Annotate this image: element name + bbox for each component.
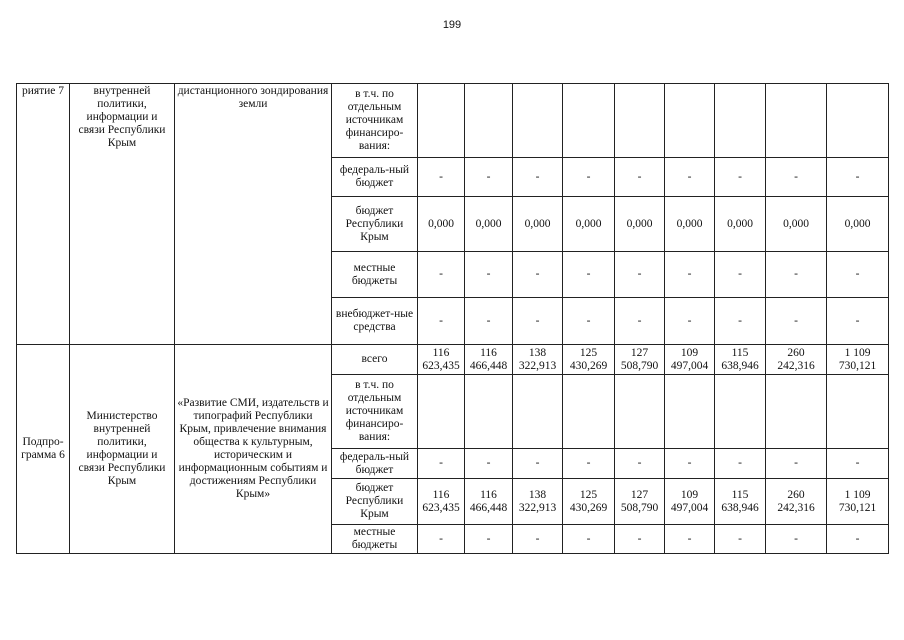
- value-cell: -: [615, 158, 665, 197]
- value-cell: -: [665, 298, 715, 345]
- value-cell: [465, 375, 513, 449]
- value-cell: -: [766, 449, 827, 479]
- value-cell: -: [715, 252, 766, 298]
- value-cell: 127 508,790: [615, 479, 665, 525]
- value-cell: -: [563, 252, 615, 298]
- value-cell: [465, 84, 513, 158]
- value-cell: 0,000: [715, 197, 766, 252]
- value-cell: -: [766, 298, 827, 345]
- value-cell: -: [665, 449, 715, 479]
- value-cell: [563, 84, 615, 158]
- value-cell: 116 623,435: [418, 345, 465, 375]
- header-cell-col1: риятие 7: [17, 84, 70, 345]
- value-cell: 0,000: [513, 197, 563, 252]
- value-cell: -: [513, 298, 563, 345]
- value-cell: 138 322,913: [513, 345, 563, 375]
- value-cell: 0,000: [465, 197, 513, 252]
- value-cell: -: [563, 298, 615, 345]
- value-cell: 116 623,435: [418, 479, 465, 525]
- value-cell: 127 508,790: [615, 345, 665, 375]
- value-cell: -: [465, 158, 513, 197]
- value-cell: 115 638,946: [715, 345, 766, 375]
- header-cell-col3: «Развитие СМИ, издательств и типографий Республики Крым, привлечение внимания общества к культурным, историческим и информационным событиям и достижениям Республики Крым»: [175, 345, 332, 554]
- value-cell: -: [766, 252, 827, 298]
- value-cell: -: [827, 298, 889, 345]
- value-cell: [766, 375, 827, 449]
- value-cell: -: [465, 252, 513, 298]
- row-label: внебюджет-ные средства: [332, 298, 418, 345]
- value-cell: -: [465, 525, 513, 554]
- value-cell: 260 242,316: [766, 479, 827, 525]
- value-cell: -: [766, 158, 827, 197]
- value-cell: [615, 84, 665, 158]
- value-cell: -: [615, 449, 665, 479]
- value-cell: -: [615, 298, 665, 345]
- budget-table: [16, 83, 889, 554]
- row-label: бюджет Республики Крым: [332, 479, 418, 525]
- value-cell: -: [513, 252, 563, 298]
- page-number: 199: [442, 19, 462, 31]
- value-cell: [665, 84, 715, 158]
- value-cell: 0,000: [827, 197, 889, 252]
- header-cell-col3: дистанционного зондирования земли: [175, 84, 332, 345]
- value-cell: -: [418, 298, 465, 345]
- value-cell: -: [418, 158, 465, 197]
- value-cell: 0,000: [615, 197, 665, 252]
- value-cell: -: [513, 158, 563, 197]
- row-label: всего: [332, 345, 418, 375]
- value-cell: 0,000: [665, 197, 715, 252]
- value-cell: -: [665, 158, 715, 197]
- value-cell: 125 430,269: [563, 345, 615, 375]
- row-label: федераль-ный бюджет: [332, 449, 418, 479]
- table-row: [17, 345, 889, 375]
- value-cell: -: [715, 525, 766, 554]
- value-cell: 0,000: [418, 197, 465, 252]
- value-cell: -: [827, 449, 889, 479]
- value-cell: [418, 84, 465, 158]
- value-cell: 109 497,004: [665, 345, 715, 375]
- header-cell-col2: внутренней политики, информации и связи Республики Крым: [70, 84, 175, 345]
- header-cell-col1: Подпро-грамма 6: [17, 345, 70, 554]
- value-cell: -: [615, 525, 665, 554]
- value-cell: -: [563, 158, 615, 197]
- row-label: в т.ч. по отдельным источникам финансиро-вания:: [332, 84, 418, 158]
- value-cell: [827, 84, 889, 158]
- value-cell: [563, 375, 615, 449]
- value-cell: 109 497,004: [665, 479, 715, 525]
- value-cell: 115 638,946: [715, 479, 766, 525]
- value-cell: -: [715, 449, 766, 479]
- value-cell: -: [465, 298, 513, 345]
- value-cell: 0,000: [766, 197, 827, 252]
- row-label: бюджет Республики Крым: [332, 197, 418, 252]
- value-cell: [615, 375, 665, 449]
- value-cell: 1 109 730,121: [827, 479, 889, 525]
- value-cell: 116 466,448: [465, 345, 513, 375]
- table-row: [17, 84, 889, 158]
- value-cell: -: [615, 252, 665, 298]
- value-cell: -: [665, 252, 715, 298]
- value-cell: [715, 375, 766, 449]
- value-cell: [766, 84, 827, 158]
- value-cell: -: [715, 158, 766, 197]
- value-cell: 0,000: [563, 197, 615, 252]
- value-cell: [827, 375, 889, 449]
- row-label: местные бюджеты: [332, 525, 418, 554]
- value-cell: [513, 84, 563, 158]
- value-cell: -: [715, 298, 766, 345]
- value-cell: -: [563, 525, 615, 554]
- value-cell: -: [418, 252, 465, 298]
- value-cell: [513, 375, 563, 449]
- table-body: [17, 84, 889, 554]
- value-cell: -: [513, 449, 563, 479]
- value-cell: -: [766, 525, 827, 554]
- value-cell: -: [465, 449, 513, 479]
- row-label: федераль-ный бюджет: [332, 158, 418, 197]
- value-cell: 125 430,269: [563, 479, 615, 525]
- value-cell: -: [827, 158, 889, 197]
- value-cell: 260 242,316: [766, 345, 827, 375]
- value-cell: -: [827, 252, 889, 298]
- row-label: в т.ч. по отдельным источникам финансиро-вания:: [332, 375, 418, 449]
- value-cell: -: [513, 525, 563, 554]
- value-cell: -: [827, 525, 889, 554]
- header-cell-col2: Министерство внутренней политики, информации и связи Республики Крым: [70, 345, 175, 554]
- value-cell: 1 109 730,121: [827, 345, 889, 375]
- row-label: местные бюджеты: [332, 252, 418, 298]
- value-cell: -: [418, 449, 465, 479]
- value-cell: -: [563, 449, 615, 479]
- value-cell: [418, 375, 465, 449]
- value-cell: -: [418, 525, 465, 554]
- value-cell: [665, 375, 715, 449]
- value-cell: 116 466,448: [465, 479, 513, 525]
- value-cell: [715, 84, 766, 158]
- value-cell: 138 322,913: [513, 479, 563, 525]
- value-cell: -: [665, 525, 715, 554]
